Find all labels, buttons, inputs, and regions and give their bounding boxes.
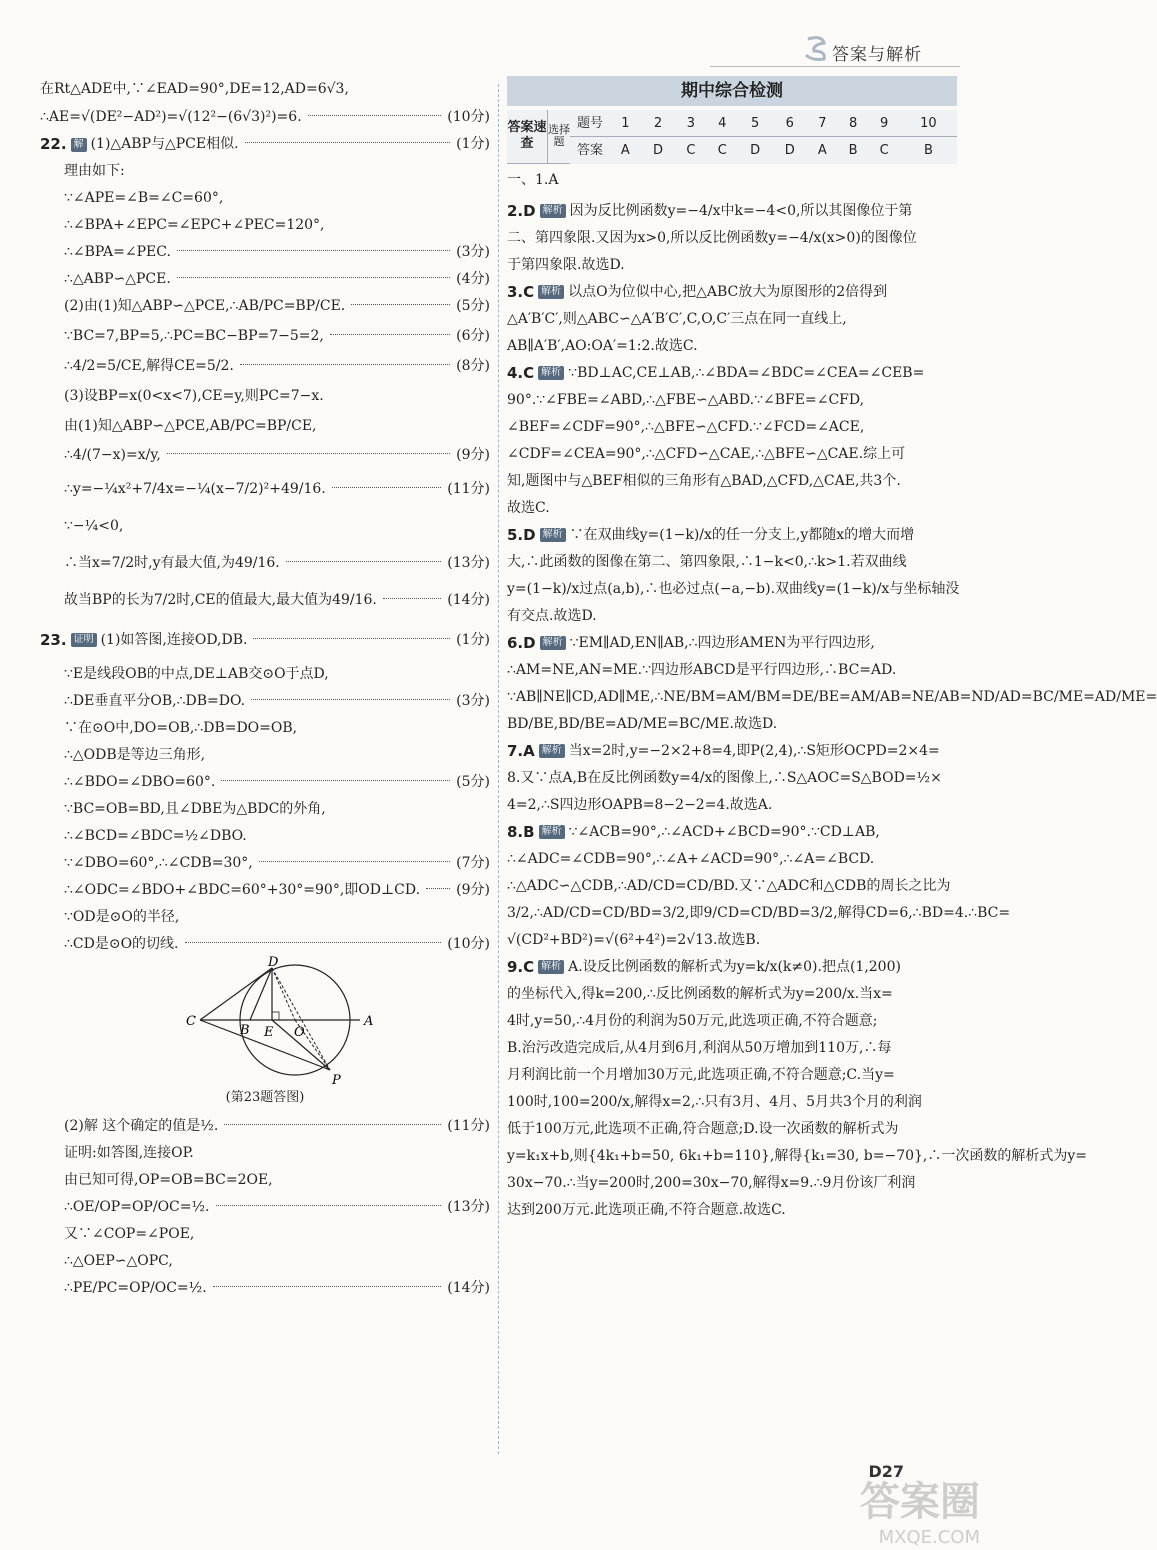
answer-table-num: 6 [772, 110, 807, 137]
analysis-text: y=k₁x+b,则{4k₁+b=50, 6k₁+b=110},解得{k₁=30, b=−70},∴一次函数的解析式为y= [507, 1147, 1088, 1164]
analysis-badge: 解析 [538, 366, 564, 380]
analysis-text: 3/2,∴AD/CD=CD/BD=3/2,即9/CD=CD/BD=3/2,解得CD=6,∴BD=4.∴BC= [507, 904, 1011, 921]
question-number: 9.C [507, 957, 535, 976]
score-mark: (14分) [447, 592, 490, 608]
dot-leader [216, 1204, 442, 1206]
score-mark: (11分) [447, 481, 490, 497]
dot-leader [286, 560, 441, 562]
solution-line [40, 877, 490, 904]
solution-text: ∴当x=7/2时,y有最大值,为49/16. [64, 555, 280, 571]
figure-point-label: O [294, 1025, 305, 1040]
dot-leader [213, 1285, 442, 1287]
right-column [507, 76, 1157, 1224]
analysis-line [507, 198, 957, 225]
analysis-text: √(CD²+BD²)=√(6²+4²)=2√13.故选B. [507, 931, 761, 948]
dot-leader [224, 1123, 441, 1125]
solution-line [40, 440, 490, 471]
solution-line [40, 320, 490, 353]
analysis-text: 知,题图中与△BEF相似的三角形有△BAD,△CFD,△CAE,共3个. [507, 472, 901, 489]
analysis-line [507, 414, 957, 441]
score-mark: (10分) [447, 108, 490, 125]
question-number: 4.C [507, 363, 535, 382]
dot-leader [308, 114, 442, 116]
analysis-line [507, 225, 957, 252]
section-title: 期中综合检测 [507, 76, 957, 106]
score-mark: (11分) [447, 1118, 490, 1134]
analysis-line [507, 1008, 957, 1035]
score-mark: (1分) [456, 136, 490, 152]
solution-text: ∴4/2=5/CE,解得CE=5/2. [64, 358, 234, 374]
answer-table-num: 2 [641, 110, 676, 137]
analysis-line [507, 765, 957, 792]
score-mark: (5分) [456, 298, 490, 314]
question-number: 2.D [507, 201, 536, 220]
solution-line [40, 1194, 490, 1221]
solution-line [40, 619, 490, 661]
solution-line [40, 796, 490, 823]
analysis-text: 达到200万元.此选项正确,不符合题意.故选C. [507, 1201, 786, 1218]
analysis-line [507, 441, 957, 468]
solution-line [40, 1140, 490, 1167]
dot-leader [330, 333, 450, 335]
analysis-badge: 解析 [540, 204, 566, 218]
solution-text: 证明:如答图,连接OP. [64, 1145, 194, 1161]
analysis-line [507, 495, 957, 522]
solution-line [40, 353, 490, 380]
analysis-text: △A′B′C′,则△ABC∽△A′B′C′,C,O,C′三点在同一直线上, [507, 310, 847, 327]
right-solutions [507, 164, 1157, 1224]
score-mark: (7分) [456, 855, 490, 871]
answer-table [507, 110, 957, 164]
score-mark: (13分) [447, 1199, 490, 1215]
analysis-text: 故选C. [507, 499, 550, 516]
solution-line [40, 508, 490, 545]
dot-leader [426, 887, 450, 889]
analysis-line [507, 1170, 957, 1197]
header-rule [710, 66, 960, 67]
analysis-text: ∠BEF=∠CDF=90°,∴△BFE∽△CFD.∵∠FCD=∠ACE, [507, 418, 865, 435]
watermark-url: MXQE.COM [878, 1527, 980, 1548]
score-mark: (9分) [456, 447, 490, 463]
solution-text: ∴CD是⊙O的切线. [64, 936, 179, 952]
solution-line [40, 688, 490, 715]
score-mark: (4分) [456, 271, 490, 287]
solution-text: 在Rt△ADE中,∵∠EAD=90°,DE=12,AD=6√3, [40, 81, 349, 97]
analysis-text: 90°.∵∠FBE=∠ABD,∴△FBE∽△ABD.∵∠BFE=∠CFD, [507, 391, 865, 408]
answer-table-ans: D [750, 142, 761, 158]
solution-text: 又∵∠COP=∠POE, [64, 1226, 195, 1242]
figure-point-label: D [268, 955, 279, 970]
solution-line [40, 293, 490, 320]
question-number: 5.D [507, 525, 536, 544]
analysis-line [507, 1197, 957, 1224]
analysis-badge: 解析 [538, 285, 564, 299]
analysis-line [507, 1035, 957, 1062]
question-number: 23. [40, 630, 67, 649]
analysis-text: 大,∴此函数的图像在第二、第四象限,∴1−k<0,∴k>1.若双曲线 [507, 553, 907, 570]
analysis-text: ∵∠ACB=90°,∴∠ACD+∠BCD=90°.∵CD⊥AB, [568, 823, 880, 840]
solution-text: ∴y=−¼x²+7/4x=−¼(x−7/2)²+49/16. [64, 481, 326, 497]
solution-text: ∵BC=OB=BD,且∠DBE为△BDC的外角, [64, 801, 326, 817]
analysis-line [507, 981, 957, 1008]
solution-line [40, 715, 490, 742]
solution-line [40, 266, 490, 293]
dot-leader [351, 303, 450, 305]
solution-text: ∴∠ODC=∠BDO+∠BDC=60°+30°=90°,即OD⊥CD. [64, 882, 421, 898]
brand-logo-icon [802, 35, 832, 61]
solution-badge: 解 [71, 138, 87, 152]
analysis-line [507, 846, 957, 873]
dot-leader [221, 779, 450, 781]
analysis-line [507, 927, 957, 954]
answer-table-num: 1 [610, 110, 641, 137]
analysis-text: ∵在双曲线y=(1−k)/x的任一分支上,y都随x的增大而增 [569, 526, 915, 543]
solution-text: ∴∠BCD=∠BDC=½∠DBO. [64, 828, 247, 844]
answer-table-num: 8 [838, 110, 869, 137]
column-divider [498, 84, 499, 1454]
dot-leader [251, 698, 450, 700]
question-number: 22. [40, 135, 67, 153]
solution-text: ∴∠BDO=∠DBO=60°. [64, 774, 216, 790]
solution-text: ∵BC=7,BP=5,∴PC=BC−BP=7−5=2, [64, 328, 324, 344]
solution-line [40, 1248, 490, 1275]
solution-text: (2)解 这个确定的值是½. [64, 1118, 219, 1134]
dot-leader [185, 941, 442, 943]
solution-text: 由(1)知△ABP∽△PCE,AB/PC=BP/CE, [64, 418, 317, 434]
answer-table-num: 10 [900, 110, 957, 137]
solution-line [40, 1113, 490, 1140]
analysis-text: 低于100万元,此选项不正确,符合题意;D.设一次函数的解析式为 [507, 1120, 899, 1137]
analysis-text: ∵AB∥NE∥CD,AD∥ME,∴NE/BM=AM/BM=DE/BE=AM/AB=NE/AB=ND/AD=BC/ME=AD/ME= [507, 688, 1157, 705]
dot-leader [332, 486, 441, 488]
solution-line [40, 158, 490, 185]
analysis-line [507, 873, 957, 900]
solution-line [40, 769, 490, 796]
analysis-badge: 解析 [540, 636, 566, 650]
score-mark: (9分) [456, 882, 490, 898]
answer-table-ans: B [923, 142, 933, 158]
solution-text: 由已知可得,OP=OB=BC=2OE, [64, 1172, 273, 1188]
analysis-text: ∵EM∥AD,EN∥AB,∴四边形AMEN为平行四边形, [569, 634, 875, 651]
analysis-text: 4=2,∴S四边形OAPB=8−2−2=4.故选A. [507, 796, 773, 813]
answer-table-num: 5 [738, 110, 773, 137]
answer-table-ans: C [717, 142, 727, 158]
answer-table-ans: A [817, 142, 827, 158]
solution-text: 故当BP的长为7/2时,CE的值最大,最大值为49/16. [64, 592, 377, 608]
dot-leader [167, 452, 450, 454]
analysis-text: B.治污改造完成后,从4月到6月,利润从50万增加到110万,∴每 [507, 1039, 892, 1056]
dot-leader [383, 597, 441, 599]
analysis-text: 二、第四象限.又因为x>0,所以反比例函数y=−4/x(x>0)的图像位 [507, 229, 917, 246]
solution-line [40, 1167, 490, 1194]
analysis-text: AB∥A′B′,AO:OA′=1:2.故选C. [507, 337, 698, 354]
solution-text: (3)设BP=x(0<x<7),CE=y,则PC=7−x. [64, 388, 324, 404]
dot-leader [240, 363, 450, 365]
solution-text: ∴△ODB是等边三角形, [64, 747, 206, 763]
geometry-diagram [40, 955, 490, 1088]
solution-line [40, 931, 490, 958]
score-mark: (5分) [456, 774, 490, 790]
analysis-line [507, 360, 957, 387]
question-number: 6.D [507, 633, 536, 652]
solution-text: ∵在⊙O中,DO=OB,∴DB=DO=OB, [64, 720, 298, 736]
analysis-line [507, 576, 960, 603]
analysis-line [507, 252, 957, 279]
analysis-text: 有交点.故选D. [507, 607, 597, 624]
solution-text: 理由如下: [64, 163, 125, 179]
score-mark: (8分) [456, 358, 490, 374]
answer-table-ans-head: 答案 [576, 142, 603, 158]
analysis-line [507, 603, 957, 630]
analysis-text: 月利润比前一个月增加30万元,此选项正确,不符合题意;C.当y= [507, 1066, 895, 1083]
analysis-text: y=(1−k)/x过点(a,b),∴也必过点(−a,−b).双曲线y=(1−k)/x与坐标轴没 [507, 580, 960, 597]
analysis-badge: 解析 [540, 528, 566, 542]
analysis-text: ∴∠ADC=∠CDB=90°,∴∠A+∠ACD=90°,∴∠A=∠BCD. [507, 850, 875, 867]
analysis-text: 因为反比例函数y=−4/x中k=−4<0,所以其图像位于第 [569, 202, 913, 219]
solution-line [40, 850, 490, 877]
score-mark: (6分) [456, 328, 490, 344]
answer-table-num: 7 [807, 110, 838, 137]
dot-leader [177, 276, 450, 278]
solution-line [40, 904, 490, 931]
analysis-text: 当x=2时,y=−2×2+8=4,即P(2,4),∴S矩形OCPD=2×4= [568, 742, 940, 759]
analysis-text: ∴△ADC∽△CDB,∴AD/CD=CD/BD.又∵△ADC和△CDB的周长之比为 [507, 877, 951, 894]
analysis-text: 8.又∵点A,B在反比例函数y=4/x的图像上,∴S△AOC=S△BOD=½× [507, 769, 942, 786]
analysis-line [507, 1062, 957, 1089]
figure-point-label: A [364, 1014, 374, 1029]
score-mark: (13分) [447, 555, 490, 571]
solution-text: ∴△ABP∽△PCE. [64, 271, 171, 287]
analysis-line [507, 522, 957, 549]
solution-text: ∴DE垂直平分OB,∴DB=DO. [64, 693, 246, 709]
solution-line [40, 742, 490, 769]
solution-text: ∴PE/PC=OP/OC=½. [64, 1280, 207, 1296]
analysis-badge: 解析 [539, 825, 565, 839]
answer-table-ans: A [620, 142, 630, 158]
solution-line [40, 239, 490, 266]
header-title: 答案与解析 [832, 45, 922, 65]
solution-line [40, 76, 490, 103]
solution-text: ∴∠BPA=∠PEC. [64, 244, 171, 260]
score-mark: (10分) [447, 936, 490, 952]
score-mark: (3分) [456, 244, 490, 260]
question-number: 3.C [507, 282, 535, 301]
score-mark: (14分) [447, 1280, 490, 1296]
analysis-line [507, 630, 957, 657]
solution-text: ∵∠APE=∠B=∠C=60°, [64, 190, 224, 206]
analysis-line [507, 1116, 957, 1143]
analysis-badge: 解析 [539, 744, 565, 758]
analysis-text: 4时,y=50,∴4月份的利润为50万元,此选项正确,不符合题意; [507, 1012, 878, 1029]
solution-line [40, 1221, 490, 1248]
solution-text: ∵E是线段OB的中点,DE⊥AB交⊙O于点D, [64, 666, 329, 682]
solution-badge: 证明 [71, 633, 97, 647]
analysis-text: 于第四象限.故选D. [507, 256, 625, 273]
solution-text: ∵−¼<0, [64, 518, 124, 534]
analysis-text: 一、1.A [507, 172, 559, 188]
analysis-line [507, 792, 957, 819]
analysis-line [507, 333, 957, 360]
figure-point-label: E [264, 1025, 274, 1040]
dot-leader [177, 249, 450, 251]
analysis-text: A.设反比例函数的解析式为y=k/x(k≠0).把点(1,200) [568, 958, 901, 975]
question-number: 7.A [507, 741, 535, 760]
score-mark: (1分) [456, 631, 490, 648]
left-column [40, 76, 490, 1302]
solution-text: ∴△OEP∽△OPC, [64, 1253, 173, 1269]
answer-table-ans: D [784, 142, 795, 158]
solution-text: (2)由(1)知△ABP∽△PCE,∴AB/PC=BP/CE. [64, 298, 346, 314]
analysis-line [507, 684, 1157, 711]
answer-table-num-head: 题号 [570, 110, 610, 137]
analysis-line [507, 711, 957, 738]
solution-line [40, 380, 490, 413]
solution-line [40, 413, 490, 440]
solution-line [40, 471, 490, 508]
solution-text: ∴OE/OP=OP/OC=½. [64, 1199, 210, 1215]
question-number: 8.B [507, 822, 535, 841]
page-number: D27 [868, 1462, 904, 1481]
analysis-text: ∵BD⊥AC,CE⊥AB,∴∠BDA=∠BDC=∠CEA=∠CEB= [568, 364, 925, 381]
analysis-line [507, 387, 957, 414]
analysis-line [507, 279, 957, 306]
solution-text: ∵∠DBO=60°,∴∠CDB=30°, [64, 855, 253, 871]
watermark [780, 1470, 980, 1548]
solution-line [40, 823, 490, 850]
analysis-line [507, 657, 957, 684]
analysis-text: 以点O为位似中心,把△ABC放大为原图形的2倍得到 [568, 283, 888, 300]
analysis-line [507, 306, 957, 333]
figure-caption: (第23题答图) [225, 1090, 305, 1105]
analysis-line [507, 164, 957, 198]
solution-line [40, 582, 490, 619]
solution-line [40, 661, 490, 688]
answer-table-num: 9 [868, 110, 899, 137]
solution-text: ∵OD是⊙O的半径, [64, 909, 180, 925]
answer-table-num: 4 [707, 110, 738, 137]
figure-point-label: C [186, 1014, 196, 1029]
analysis-line [507, 468, 957, 495]
analysis-line [507, 1143, 1088, 1170]
solution-text: (1)如答图,连接OD,DB. [100, 631, 248, 648]
analysis-badge: 解析 [538, 960, 564, 974]
analysis-text: 30x−70.∴当y=200时,200=30x−70,解得x=9.∴9月份该厂利润 [507, 1174, 916, 1191]
analysis-line [507, 738, 957, 765]
analysis-line [507, 900, 1011, 927]
analysis-text: BD/BE,BD/BE=AD/ME=BC/ME.故选D. [507, 715, 778, 732]
answer-table-num: 3 [675, 110, 706, 137]
dot-leader [253, 637, 450, 639]
solution-line [40, 212, 490, 239]
solution-line [40, 131, 490, 158]
answer-table-sub: 选择题 [548, 110, 571, 163]
analysis-line [507, 1089, 957, 1116]
solution-text: ∴∠BPA+∠EPC=∠EPC+∠PEC=120°, [64, 217, 325, 233]
solution-line [40, 545, 490, 582]
answer-table-label: 答案速查 [507, 110, 548, 163]
analysis-line [507, 819, 957, 846]
dot-leader [245, 141, 451, 143]
answer-table-ans: B [848, 142, 858, 158]
answer-table-ans: D [652, 142, 663, 158]
figure-point-label: B [240, 1023, 250, 1038]
analysis-text: ∠CDF=∠CEA=90°,∴△CFD∽△CAE,∴△BFE∽△CAE.综上可 [507, 445, 906, 462]
analysis-line [507, 954, 957, 981]
answer-table-ans: C [879, 142, 889, 158]
answer-table-ans: C [686, 142, 696, 158]
page-header [0, 0, 1000, 70]
analysis-text: 100时,100=200/x,解得x=2,∴只有3月、4月、5月共3个月的利润 [507, 1093, 922, 1110]
figure-23 [40, 955, 490, 1107]
watermark-text: 答案圈 [860, 1479, 980, 1525]
solution-line [40, 1275, 490, 1302]
figure-point-label: P [332, 1073, 341, 1088]
solution-line [40, 103, 490, 131]
analysis-text: ∴AM=NE,AN=ME.∵四边形ABCD是平行四边形,∴BC=AD. [507, 661, 897, 678]
solution-text: (1)△ABP与△PCE相似. [90, 136, 239, 152]
solution-text: ∴4/(7−x)=x/y, [64, 447, 161, 463]
dot-leader [259, 860, 450, 862]
solution-text: ∴AE=√(DE²−AD²)=√(12²−(6√3)²)=6. [40, 108, 302, 125]
analysis-line [507, 549, 957, 576]
analysis-text: 的坐标代入,得k=200,∴反比例函数的解析式为y=200/x.当x= [507, 985, 893, 1002]
solution-line [40, 185, 490, 212]
score-mark: (3分) [456, 693, 490, 709]
